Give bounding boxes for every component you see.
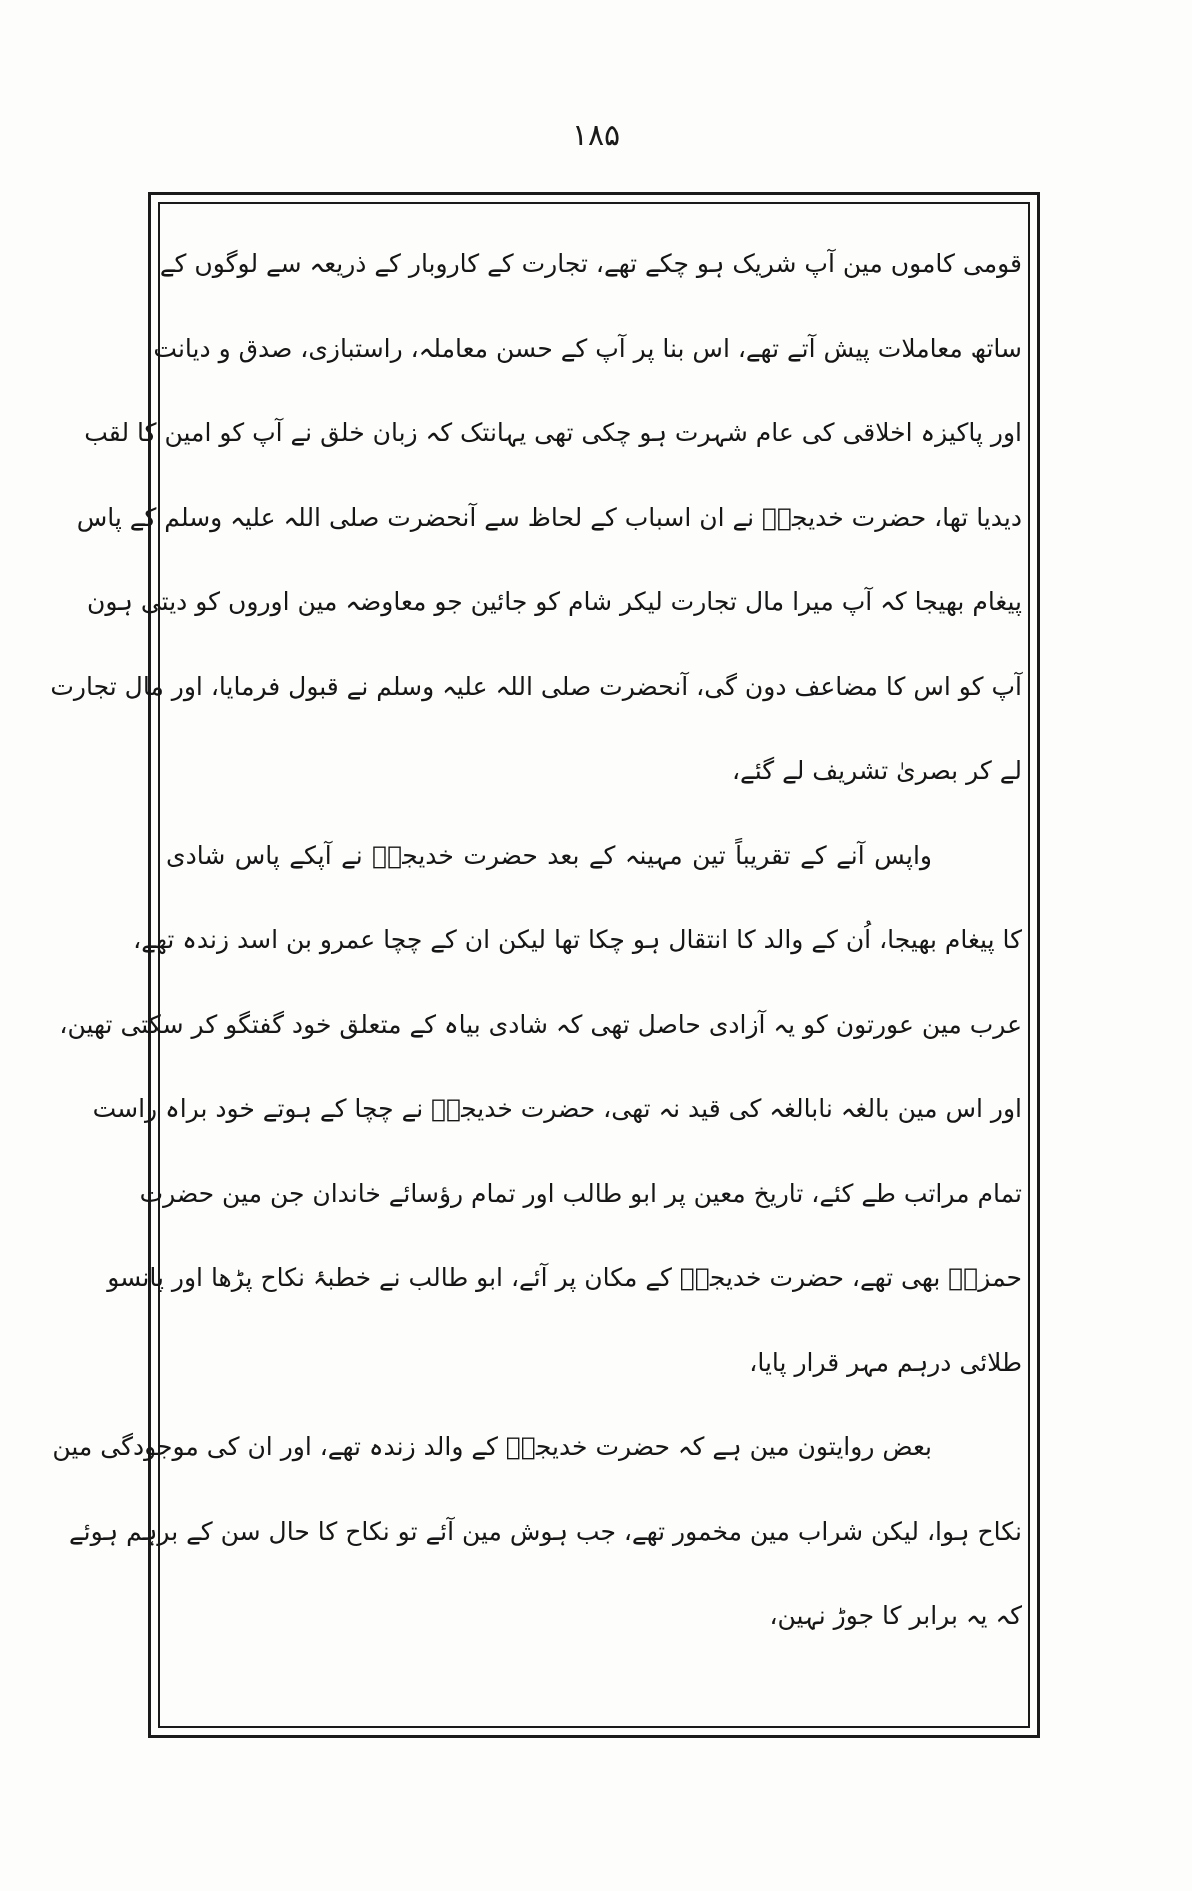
- text-line: عرب مین عورتون کو یہ آزادی حاصل تھی کہ شادی بیاہ کے متعلق خود گفتگو کر سکتی تھین،: [59, 1009, 1022, 1039]
- text-line: طلائی درہم مہر قرار پایا،: [749, 1347, 1022, 1377]
- body-text: [50, 222, 1022, 1659]
- text-line: پیغام بھیجا کہ آپ میرا مال تجارت لیکر شام کو جائین جو معاوضہ مین اوروں کو دیتی ہون: [86, 587, 1022, 616]
- text-line: دیدیا تھا، حضرت خدیجہؓ نے ان اسباب کے لحاظ سے آنحضرت صلی اللہ علیہ وسلم کے پاس: [76, 502, 1022, 532]
- text-line: اور پاکیزہ اخلاقی کی عام شہرت ہو چکی تھی یہانتک کہ زبان خلق نے آپ کو امین کا لقب: [84, 418, 1022, 447]
- text-line: بعض روایتون مین ہے کہ حضرت خدیجہؓ کے والد زندہ تھے، اور ان کی موجودگی مین: [52, 1432, 932, 1461]
- text-line: ساتھ معاملات پیش آتے تھے، اس بنا پر آپ کے حسن معاملہ، راستبازی، صدق و دیانت: [153, 333, 1022, 363]
- text-line: قومی کاموں مین آپ شریک ہو چکے تھے، تجارت کے کاروبار کے ذریعہ سے لوگوں کے: [159, 249, 1022, 278]
- text-line: کہ یہ برابر کا جوڑ نہین،: [769, 1601, 1022, 1630]
- text-line: لے کر بصریٰ تشریف لے گئے،: [731, 756, 1022, 785]
- text-line: اور اس مین بالغہ نابالغہ کی قید نہ تھی، حضرت خدیجہؓ نے چچا کے ہوتے خود براہ راست: [92, 1094, 1022, 1123]
- text-line: نکاح ہوا، لیکن شراب مین مخمور تھے، جب ہوش مین آئے تو نکاح کا حال سن کے برہم ہوئے: [69, 1516, 1022, 1546]
- text-line: حمزہؓ بھی تھے، حضرت خدیجہؓ کے مکان پر آئے، ابو طالب نے خطبۂ نکاح پڑھا اور پانسو: [107, 1263, 1022, 1292]
- text-line: کا پیغام بھیجا، اُن کے والد کا انتقال ہو چکا تھا لیکن ان کے چچا عمرو بن اسد زندہ تھے،: [133, 925, 1022, 954]
- text-line: واپس آنے کے تقریباً تین مہینہ کے بعد حضرت خدیجہؓ نے آپکے پاس شادی: [166, 840, 932, 870]
- page-number: ۱۸۵: [571, 118, 621, 153]
- text-line: آپ کو اس کا مضاعف دون گی، آنحضرت صلی اللہ علیہ وسلم نے قبول فرمایا، اور مال تجارت: [50, 671, 1022, 701]
- text-line: تمام مراتب طے کئے، تاریخ معین پر ابو طالب اور تمام رؤسائے خاندان جن مین حضرت: [139, 1178, 1022, 1208]
